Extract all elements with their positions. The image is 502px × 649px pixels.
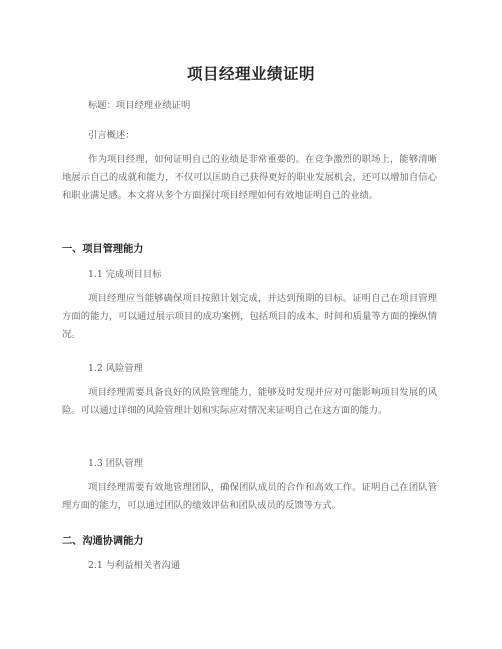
subsection-1-1-paragraph xyxy=(62,290,437,345)
subsection-1-1-title: 1.1 完成项目目标 xyxy=(88,269,162,280)
intro-text: 作为项目经理，如何证明自己的业绩是非常重要的。在竞争激烈的职场上，能够清晰地展示自己的成就和能力，不仅可以匡助自己获得更好的职业发展机会，还可以增加自信心和职业满足感。本文将从多个方面探讨项目经理如何有效地证明自己的业绩。 xyxy=(62,154,437,202)
meta-title: 标题：项目经理业绩证明 xyxy=(88,100,191,111)
subsection-1-3-paragraph xyxy=(62,479,437,515)
section1-heading: 一、项目管理能力 xyxy=(62,244,144,255)
subsection-1-3-title: 1.3 团队管理 xyxy=(88,458,143,469)
subsection-1-3-text: 项目经理需要有效地管理团队，确保团队成员的合作和高效工作。证明自己在团队管理方面的能力，可以通过团队的绩效评估和团队成员的反馈等方式。 xyxy=(62,482,437,512)
subsection-1-2-paragraph xyxy=(62,384,437,420)
subsection-2-1-title: 2.1 与利益相关者沟通 xyxy=(88,560,181,571)
section2-heading: 二、沟通协调能力 xyxy=(62,536,144,547)
intro-paragraph xyxy=(62,151,437,206)
subsection-1-1-text: 项目经理应当能够确保项目按照计划完成，并达到预期的目标。证明自己在项目管理方面的能力，可以通过展示项目的成功案例，包括项目的成本、时间和质量等方面的操纵情况。 xyxy=(62,293,437,341)
document-title: 项目经理业绩证明 xyxy=(186,65,315,83)
subsection-1-2-text: 项目经理需要具备良好的风险管理能力，能够及时发现并应对可能影响项目发展的风险。可以通过详细的风险管理计划和实际应对情况来证明自己在这方面的能力。 xyxy=(62,387,437,417)
subsection-1-2-title: 1.2 风险管理 xyxy=(88,363,143,374)
intro-label: 引言概述： xyxy=(88,130,135,141)
